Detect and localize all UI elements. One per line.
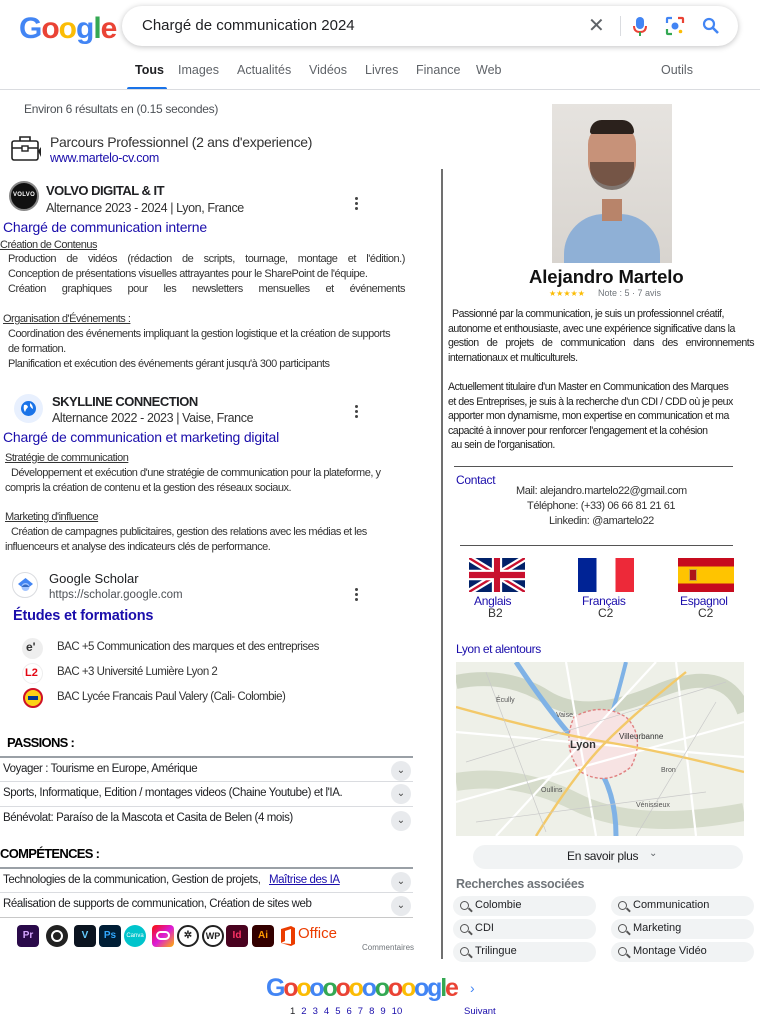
related-search-chip[interactable]: Communication xyxy=(611,896,754,916)
uk-flag-icon xyxy=(469,558,525,592)
tab-finance[interactable]: Finance xyxy=(416,63,461,77)
france-flag-icon xyxy=(578,558,634,592)
passion-row[interactable]: Bénévolat: Paraíso de la Mascota et Casita de Belen (4 mois) ⌄ xyxy=(0,806,413,832)
career-title: Parcours Professionnel (2 ans d'experience) xyxy=(50,134,313,150)
map-heading: Lyon et alentours xyxy=(456,642,541,656)
language-level: C2 xyxy=(698,606,714,620)
search-tabs xyxy=(0,63,760,89)
related-search-chip[interactable]: CDI xyxy=(453,919,596,939)
skyline-strategy-text: Développement et exécution d'une stratégie de communication pour la plateforme, y compris la création de contenu et la gestion des réseaux sociaux. xyxy=(5,467,381,494)
map-label: Oullins xyxy=(541,787,563,794)
lens-icon[interactable] xyxy=(665,16,685,36)
more-info-button[interactable]: En savoir plus ⌄ xyxy=(473,845,743,869)
page-number[interactable]: 8 xyxy=(369,1006,375,1017)
tab-videos[interactable]: Vidéos xyxy=(309,63,347,77)
contact-divider xyxy=(454,466,733,467)
contact-mail[interactable]: Mail: alejandro.martelo22@gmail.com xyxy=(516,485,687,497)
passion-row[interactable]: Voyager : Tourisme en Europe, Amérique ⌄ xyxy=(0,756,413,780)
related-search-chip[interactable]: Montage Vidéo xyxy=(611,942,754,962)
spain-flag-icon xyxy=(678,558,734,592)
languages-divider xyxy=(460,545,733,546)
photoshop-icon: Ps xyxy=(99,925,121,947)
language-level: B2 xyxy=(488,606,503,620)
map-label: Écully xyxy=(496,697,515,704)
premiere-icon: Pr xyxy=(17,925,39,947)
education-heading[interactable]: Études et formations xyxy=(13,608,154,624)
search-icon xyxy=(618,947,627,956)
microphone-icon[interactable] xyxy=(632,16,648,38)
canva-icon: Canva xyxy=(124,925,146,947)
skyline-meta: Alternance 2022 - 2023 | Vaise, France xyxy=(52,411,254,425)
search-icon xyxy=(460,947,469,956)
page-number[interactable]: 4 xyxy=(323,1006,330,1017)
chevron-down-icon[interactable]: ⌄ xyxy=(391,784,411,804)
globe-icon xyxy=(20,400,37,417)
skyline-section-influence: Marketing d'influence xyxy=(5,511,99,523)
volvo-section-content: Création de Contenus xyxy=(0,239,98,251)
scholar-logo xyxy=(12,572,38,598)
chevron-down-icon[interactable]: ⌄ xyxy=(391,811,411,831)
tab-images[interactable]: Images xyxy=(178,63,219,77)
map-city-label: Lyon xyxy=(570,739,596,751)
tab-livres[interactable]: Livres xyxy=(365,63,399,77)
page-number[interactable]: 3 xyxy=(312,1006,318,1017)
search-input[interactable]: Chargé de communication 2024 xyxy=(142,17,355,34)
indesign-icon: Id xyxy=(226,925,248,947)
school-logo-lycee xyxy=(23,688,43,708)
result-stats: Environ 6 résultats en (0.15 secondes) xyxy=(24,102,219,116)
page-number[interactable]: 7 xyxy=(357,1006,364,1017)
page-numbers xyxy=(290,1006,402,1017)
skills-heading: COMPÉTENCES : xyxy=(0,846,100,861)
related-search-chip[interactable]: Marketing xyxy=(611,919,754,939)
language-name: Anglais xyxy=(474,594,512,608)
obs-icon xyxy=(46,925,68,947)
rating-text: Note : 5 · 7 avis xyxy=(598,288,662,298)
search-icon xyxy=(618,901,627,910)
page-number[interactable]: 6 xyxy=(346,1006,352,1017)
volvo-role-link[interactable]: Chargé de communication interne xyxy=(3,219,207,235)
volvo-company: VOLVO DIGITAL & IT xyxy=(46,183,165,198)
search-box[interactable] xyxy=(122,6,738,46)
google-logo[interactable]: Google xyxy=(19,12,117,45)
divider xyxy=(620,16,621,36)
vegas-icon: V xyxy=(74,925,96,947)
chatgpt-icon: ✲ xyxy=(177,925,199,947)
chevron-down-icon[interactable]: ⌄ xyxy=(391,761,411,781)
contact-phone[interactable]: Téléphone: (+33) 06 66 81 21 61 xyxy=(527,500,676,512)
skyline-company: SKYLLINE CONNECTION xyxy=(52,394,198,409)
volvo-events-text: Coordination des événements impliquant la gestion logistique et la création de supports de formation. Planification et exécution des événements gérant jusqu'à 300 participants xyxy=(8,328,391,370)
page-number[interactable]: 5 xyxy=(335,1006,341,1017)
page-number-current: 1 xyxy=(290,1006,296,1017)
chevron-right-icon[interactable]: › xyxy=(470,980,475,996)
map-label: Villeurbanne xyxy=(619,732,664,741)
education-item: BAC +5 Communication des marques et des entreprises xyxy=(57,641,319,653)
scholar-icon xyxy=(17,577,34,594)
related-heading: Recherches associées xyxy=(456,877,585,891)
related-search-chip[interactable]: Trilingue xyxy=(453,942,596,962)
skyline-influence-text: Création de campagnes publicitaires, gestion des relations avec les médias et les influenceurs et analyse des indicateurs clés de performance. xyxy=(5,526,367,553)
tools-button[interactable]: Outils xyxy=(661,63,693,77)
creative-cloud-icon xyxy=(152,925,174,947)
chevron-down-icon[interactable]: ⌄ xyxy=(391,872,411,892)
passion-row[interactable]: Sports, Informatique, Edition / montages videos (Chaine Youtube) et l'IA. ⌄ xyxy=(0,781,413,805)
clear-icon[interactable]: ✕ xyxy=(588,15,605,37)
contact-linkedin[interactable]: Linkedin: @amartelo22 xyxy=(549,515,654,527)
scholar-url[interactable]: https://scholar.google.com xyxy=(49,589,183,601)
page-number[interactable]: 9 xyxy=(380,1006,386,1017)
contact-heading: Contact xyxy=(456,473,496,487)
search-icon xyxy=(460,924,469,933)
search-icon xyxy=(460,901,469,910)
volvo-meta: Alternance 2023 - 2024 | Lyon, France xyxy=(46,201,244,215)
chevron-down-icon: ⌄ xyxy=(649,848,658,859)
profile-name: Alejandro Martelo xyxy=(529,266,684,287)
tab-tous[interactable]: Tous xyxy=(135,63,164,77)
map-label: Vaise xyxy=(556,712,573,719)
language-level: C2 xyxy=(598,606,614,620)
office-icon xyxy=(279,925,297,947)
page-number[interactable]: 2 xyxy=(301,1006,307,1017)
next-page-link[interactable]: Suivant xyxy=(464,1006,496,1017)
header-divider xyxy=(0,89,760,90)
volvo-content-text: Production de vidéos (rédaction de scripts, tournage, montage et l'édition.) Conception de présentations visuelles attrayantes pour le SharePoint de l'équipe. Création graphiques pour les newsletters mensuelles et événements xyxy=(8,253,405,295)
map-label: Vénissieux xyxy=(636,802,670,809)
education-item: BAC Lycée Francais Paul Valery (Cali- Colombie) xyxy=(57,691,286,703)
chevron-down-icon[interactable]: ⌄ xyxy=(391,896,411,916)
map-label: Bron xyxy=(661,767,676,774)
volvo-logo: VOLVO xyxy=(9,181,39,211)
wordpress-icon: WP xyxy=(202,925,224,947)
profile-bio-2: Actuellement titulaire d'un Master en Communication des Marques et des Entreprises, je suis à la recherche d'un CDI / CDD où je peux apporter mon dynamisme, mon expertise en communication et ma capacité à innover pour renforcer l'engagement et la cohésion au sein de l'organisation. xyxy=(448,381,733,452)
more-options-icon[interactable] xyxy=(355,588,359,603)
skyline-logo xyxy=(14,394,43,423)
language-name: Espagnol xyxy=(680,594,728,608)
office-label: Office xyxy=(298,925,337,942)
skill-row[interactable]: Réalisation de supports de communication, Création de sites web ⌄ xyxy=(0,892,413,916)
comments-link[interactable]: Commentaires xyxy=(362,943,415,952)
ai-skill-link[interactable]: Maîtrise des IA xyxy=(269,874,340,886)
search-icon[interactable] xyxy=(702,17,720,35)
profile-bio-1: Passionné par la communication, je suis un professionnel créatif, autonome et enthousiaste, avec une expérience significative dans la gestion de projets de communication dans des environnements internationaux et multiculturels. xyxy=(448,308,754,364)
more-options-icon[interactable] xyxy=(355,405,359,420)
tab-web[interactable]: Web xyxy=(476,63,502,77)
profile-photo xyxy=(552,104,672,263)
search-icon xyxy=(618,924,627,933)
skill-row[interactable]: Technologies de la communication, Gestion de projets, Maîtrise des IA ⌄ xyxy=(0,867,413,891)
map-graphic xyxy=(456,662,744,836)
passions-heading: PASSIONS : xyxy=(7,735,75,750)
skyline-role-link[interactable]: Chargé de communication et marketing digital xyxy=(3,429,280,445)
school-logo-lyon2: L2 xyxy=(22,663,43,684)
career-url[interactable]: www.martelo-cv.com xyxy=(50,151,159,165)
tab-actualites[interactable]: Actualités xyxy=(237,63,292,77)
page-number[interactable]: 10 xyxy=(391,1006,403,1017)
volvo-section-events: Organisation d'Événements : xyxy=(3,313,131,325)
rating-stars: ★★★★★ xyxy=(549,289,585,298)
skills-divider xyxy=(0,917,413,918)
column-divider xyxy=(441,169,443,959)
illustrator-icon: Ai xyxy=(252,925,274,947)
pagination-logo: Gooooooooooogle xyxy=(266,974,457,1002)
briefcase-icon xyxy=(10,133,42,163)
more-options-icon[interactable] xyxy=(355,197,359,212)
school-logo-efap: e' xyxy=(22,638,43,659)
map[interactable] xyxy=(456,662,744,836)
skyline-section-strategy: Stratégie de communication xyxy=(5,452,129,464)
scholar-name: Google Scholar xyxy=(49,571,139,586)
language-name: Français xyxy=(582,594,626,608)
related-search-chip[interactable]: Colombie xyxy=(453,896,596,916)
education-item: BAC +3 Université Lumière Lyon 2 xyxy=(57,666,218,678)
